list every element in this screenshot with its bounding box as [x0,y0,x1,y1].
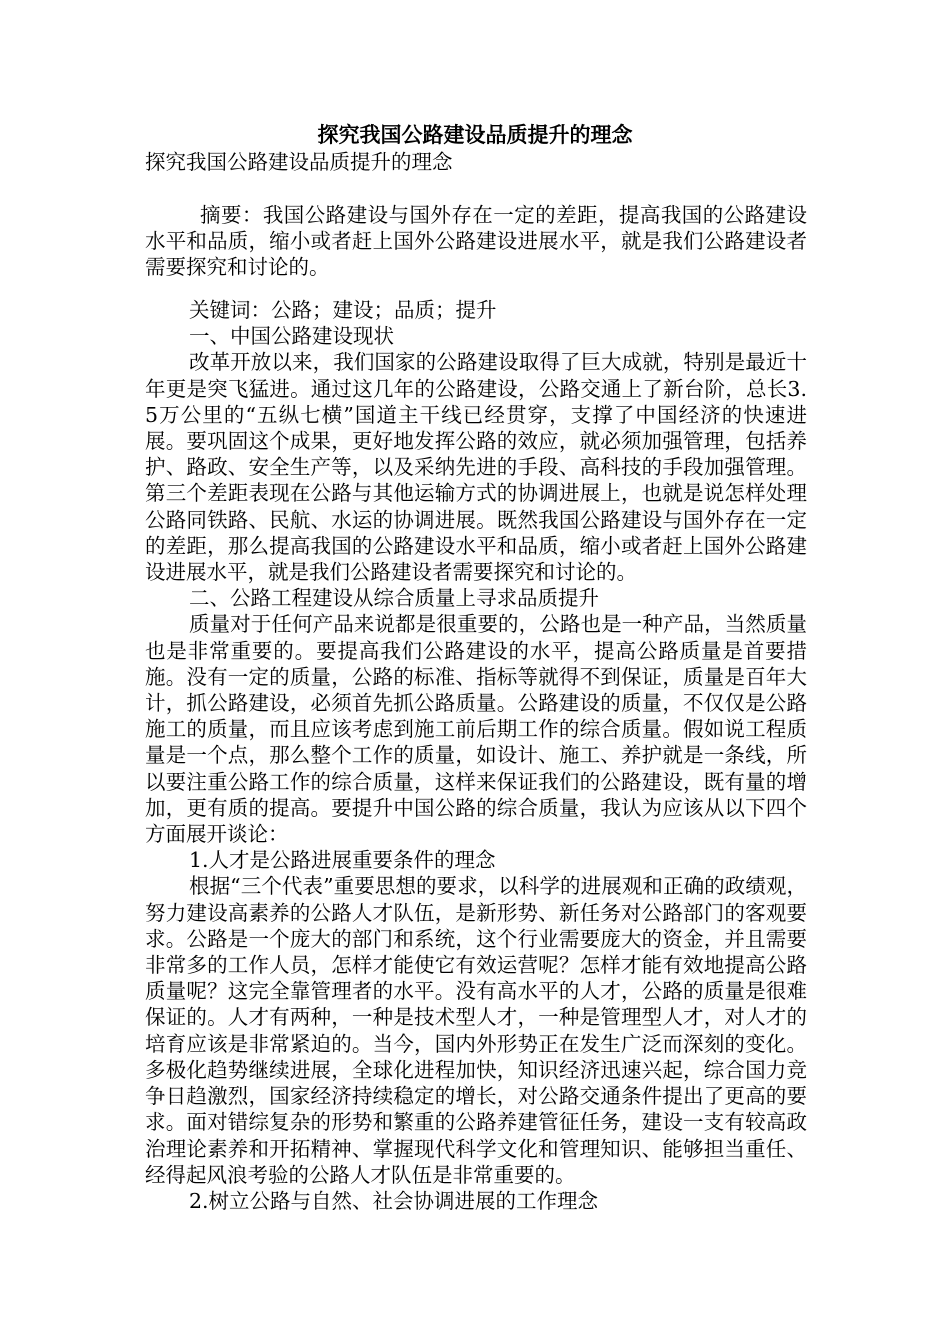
subsection-heading-2: 2.树立公路与自然、社会协调进展的工作理念 [189,1188,599,1213]
document-subtitle: 探究我国公路建设品质提升的理念 [145,150,453,174]
subsection-heading-1: 1.人才是公路进展重要条件的理念 [189,848,496,873]
body-paragraph-3: 根据“三个代表”重要思想的要求，以科学的进展观和正确的政绩观，努力建设高素养的公路人才队伍，是新形势、新任务对公路部门的客观要求。公路是一个庞大的部门和系统，这个行业需要庞大的资金，并且需要非常多的工作人员，怎样才能使它有效运营呢？怎样才能有效地提高公路质量呢？这完全靠管理者的水平。没有高水平的人才，公路的质量是很难保证的。人才有两种，一种是技术型人才，一种是管理型人才，对人才的培育应该是非常紧迫的。当今，国内外形势正在发生广泛而深刻的变化。多极化趋势继续进展，全球化进程加快，知识经济迅速兴起，综合国力竞争日趋激烈，国家经济持续稳定的增长，对公路交通条件提出了更高的要求。面对错综复杂的形势和繁重的公路养建管征任务，建设一支有较高政治理论素养和开拓精神、掌握现代科学文化和管理知识、能够担当重任、经得起风浪考验的公路人才队伍是非常重要的。 [145,874,807,1187]
document-body [145,297,807,1214]
abstract-paragraph: 摘要：我国公路建设与国外存在一定的差距，提高我国的公路建设水平和品质，缩小或者赶上国外公路建设进展水平，就是我们公路建设者需要探究和讨论的。 [145,203,807,280]
section-heading-2: 二、公路工程建设从综合质量上寻求品质提升 [189,586,599,611]
body-paragraph-1: 改革开放以来，我们国家的公路建设取得了巨大成就，特别是最近十年更是突飞猛进。通过这几年的公路建设，公路交通上了新台阶，总长3.5万公里的“五纵七横”国道主干线已经贯穿，支撑了中国经济的快速进展。要巩固这个成果，更好地发挥公路的效应，就必须加强管理，包括养护、路政、安全生产等，以及采纳先进的手段、高科技的手段加强管理。第三个差距表现在公路与其他运输方式的协调进展上，也就是说怎样处理公路同铁路、民航、水运的协调进展。既然我国公路建设与国外存在一定的差距，那么提高我国的公路建设水平和品质，缩小或者赶上国外公路建设进展水平，就是我们公路建设者需要探究和讨论的。 [145,350,807,585]
section-heading-1: 一、中国公路建设现状 [189,324,394,349]
keywords-line: 关键词：公路；建设；品质；提升 [189,298,497,322]
body-paragraph-2: 质量对于任何产品来说都是很重要的，公路也是一种产品，当然质量也是非常重要的。要提高我们公路建设的水平，提高公路质量是首要措施。没有一定的质量，公路的标准、指标等就得不到保证，质量是百年大计，抓公路建设，必须首先抓公路质量。公路建设的质量，不仅仅是公路施工的质量，而且应该考虑到施工前后期工作的综合质量。假如说工程质量是一个点，那么整个工作的质量，如设计、施工、养护就是一条线，所以要注重公路工作的综合质量，这样来保证我们的公路建设，既有量的增加，更有质的提高。要提升中国公路的综合质量，我认为应该从以下四个方面展开谈论： [145,612,807,847]
document-title: 探究我国公路建设品质提升的理念 [317,122,633,147]
